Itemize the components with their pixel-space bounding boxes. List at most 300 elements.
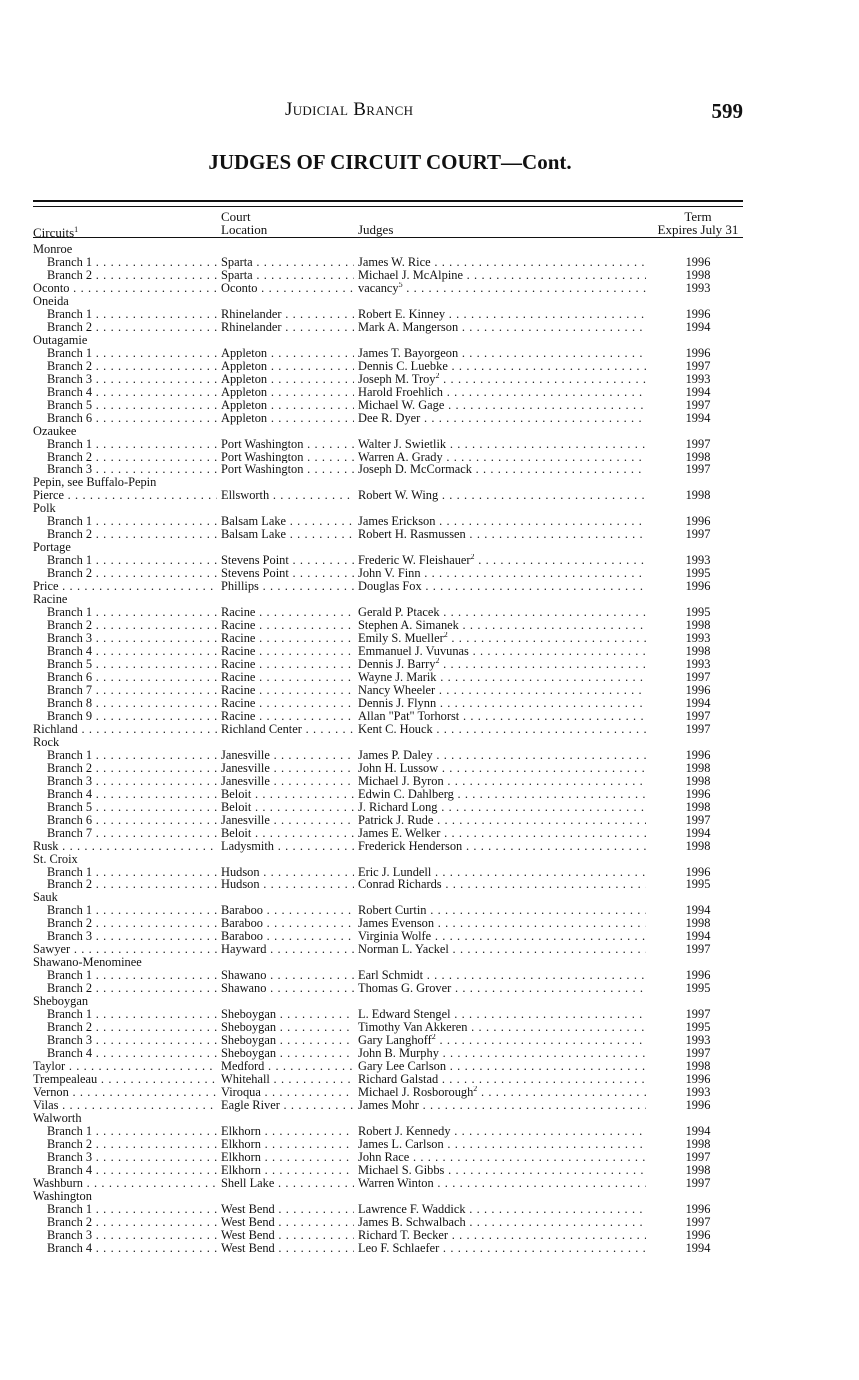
table-row (0, 399, 859, 412)
judge-name: Frederic W. Fleishauer (358, 554, 471, 568)
judge-name: Timothy Van Akkeren (358, 1021, 468, 1035)
table-row (0, 1177, 859, 1190)
term-expires-year: 1998 (685, 267, 711, 282)
term-expires-year: 1997 (685, 1149, 711, 1164)
court-location: Baraboo . . . (221, 917, 354, 930)
table-row (0, 1060, 859, 1073)
term-expires-year: 1997 (685, 708, 711, 723)
judge-name: John B. Murphy (358, 1047, 439, 1061)
court-location: Balsam Lake . . . (221, 528, 354, 541)
judge-name: Leo F. Schlaefer (358, 1241, 440, 1255)
judge-name: Frederick Henderson (358, 839, 463, 853)
branch-name: Branch 1 . . . (47, 749, 217, 762)
court-location: Beloit . . . (221, 801, 354, 814)
table-row (0, 969, 859, 982)
table-row (0, 775, 859, 788)
table-row (0, 476, 859, 489)
judge-name: Robert W. Wing (358, 489, 439, 503)
court-location: Sheboygan . . . (221, 1034, 354, 1047)
term-expires-year: 1993 (685, 657, 711, 671)
court-location: Racine . . . (221, 645, 354, 658)
branch-name: Branch 2 . . . (47, 982, 217, 995)
term-expires-year: 1998 (685, 760, 711, 775)
judge-cell (358, 632, 646, 645)
circuit-name: Pepin, see Buffalo-Pepin (33, 476, 157, 490)
term-expires-year: 1998 (685, 618, 711, 633)
section-name: Judicial Branch (285, 99, 414, 120)
term-expires-year: 1996 (685, 968, 711, 983)
branch-name: Branch 2 . . . (47, 321, 217, 334)
judge-cell (358, 1151, 646, 1164)
table-row (0, 891, 859, 904)
table-row (0, 866, 859, 879)
judge-name: John H. Lussow (358, 761, 439, 775)
term-expires-year: 1994 (685, 1240, 711, 1255)
judge-name: Michael S. Gibbs (358, 1163, 445, 1177)
circuit-name: Vilas . . . (33, 1099, 217, 1112)
court-location: Eagle River . . . (221, 1099, 354, 1112)
judge-cell (358, 671, 646, 684)
table-top-rule (33, 200, 743, 207)
court-location: Racine . . . (221, 710, 354, 723)
table-row (0, 814, 859, 827)
branch-name: Branch 4 . . . (47, 386, 217, 399)
circuit-name: Taylor . . . (33, 1060, 217, 1073)
header-court-location (221, 210, 267, 236)
judge-cell (358, 788, 646, 801)
judge-cell (358, 1021, 646, 1034)
circuit-name: Oneida (33, 294, 69, 308)
judge-name: Richard T. Becker (358, 1228, 449, 1242)
judge-cell (358, 684, 646, 697)
term-expires-year: 1995 (685, 566, 711, 581)
court-location: Sparta . . . (221, 256, 354, 269)
branch-name: Branch 1 . . . (47, 1125, 217, 1138)
court-location: Medford . . . (221, 1060, 354, 1073)
court-location: West Bend . . . (221, 1203, 354, 1216)
table-row (0, 606, 859, 619)
table-row (0, 321, 859, 334)
table-row (0, 1151, 859, 1164)
judge-cell (358, 1203, 646, 1216)
table-row (0, 1242, 859, 1255)
header-judges: Judges (358, 222, 394, 237)
judge-cell (358, 438, 646, 451)
judge-name: Nancy Wheeler (358, 683, 436, 697)
judge-cell (358, 1047, 646, 1060)
branch-name: Branch 4 . . . (47, 1047, 217, 1060)
circuit-name: Monroe (33, 243, 73, 256)
running-head (0, 99, 859, 125)
term-expires-year: 1998 (685, 916, 711, 931)
branch-name: Branch 2 . . . (47, 567, 217, 580)
court-location: Racine . . . (221, 697, 354, 710)
judge-cell (358, 723, 646, 736)
judge-name: James L. Carlson (358, 1137, 444, 1151)
term-expires-year: 1996 (685, 864, 711, 879)
branch-name: Branch 1 . . . (47, 969, 217, 982)
judge-cell (358, 904, 646, 917)
branch-name: Branch 1 . . . (47, 515, 217, 528)
judge-cell (358, 256, 646, 269)
table-row (0, 489, 859, 502)
branch-name: Branch 4 . . . (47, 788, 217, 801)
judge-name: Michael J. Rosborough (358, 1085, 474, 1099)
judge-cell (358, 827, 646, 840)
court-location: Sheboygan . . . (221, 1021, 354, 1034)
term-expires-year: 1998 (685, 1059, 711, 1074)
term-expires-year: 1995 (685, 605, 711, 620)
table-row (0, 425, 859, 438)
court-location: Appleton . . . (221, 412, 354, 425)
court-location: Port Washington . . . (221, 438, 354, 451)
court-location: West Bend . . . (221, 1242, 354, 1255)
court-location: Baraboo . . . (221, 930, 354, 943)
judge-name: Eric J. Lundell (358, 865, 432, 879)
court-location: West Bend . . . (221, 1216, 354, 1229)
court-location: Oconto . . . (221, 282, 354, 295)
judge-name: Dennis C. Luebke (358, 359, 448, 373)
term-expires-year: 1995 (685, 1020, 711, 1035)
term-expires-year: 1997 (685, 1007, 711, 1022)
judge-name: Patrick J. Rude (358, 813, 434, 827)
branch-name: Branch 2 . . . (47, 917, 217, 930)
judge-cell (358, 1242, 646, 1255)
table-row (0, 1099, 859, 1112)
table-row (0, 438, 859, 451)
table-row (0, 697, 859, 710)
term-expires-year: 1996 (685, 1072, 711, 1086)
judge-name: Thomas G. Grover (358, 982, 452, 996)
branch-name: Branch 2 . . . (47, 878, 217, 891)
table-row (0, 827, 859, 840)
judge-cell (358, 762, 646, 775)
branch-name: Branch 1 . . . (47, 554, 217, 567)
table-row (0, 878, 859, 891)
court-location: Beloit . . . (221, 827, 354, 840)
circuit-name: Rock (33, 735, 60, 749)
table-row (0, 1008, 859, 1021)
table-row (0, 1034, 859, 1047)
table-row (0, 788, 859, 801)
branch-name: Branch 3 . . . (47, 775, 217, 788)
term-expires-year: 1993 (685, 1084, 711, 1099)
branch-name: Branch 3 . . . (47, 1229, 217, 1242)
table-row (0, 451, 859, 464)
table-header-rule (33, 237, 743, 238)
table-row (0, 723, 859, 736)
branch-name: Branch 3 . . . (47, 632, 217, 645)
table-row (0, 282, 859, 295)
judge-name: J. Richard Long (358, 800, 438, 814)
court-location: Racine . . . (221, 658, 354, 671)
judge-name: Stephen A. Simanek (358, 619, 459, 633)
court-location: Elkhorn . . . (221, 1164, 354, 1177)
court-location: Janesville . . . (221, 814, 354, 827)
term-expires-year: 1993 (685, 1033, 711, 1048)
table-row (0, 243, 859, 256)
term-expires-year: 1994 (685, 384, 711, 399)
branch-name: Branch 2 . . . (47, 762, 217, 775)
term-expires-year: 1994 (685, 695, 711, 710)
branch-name: Branch 5 . . . (47, 658, 217, 671)
judge-cell (358, 528, 646, 541)
branch-name: Branch 2 . . . (47, 1138, 217, 1151)
branch-name: Branch 1 . . . (47, 256, 217, 269)
table-row (0, 1216, 859, 1229)
term-expires-year: 1998 (685, 449, 711, 464)
court-location: Ellsworth . . . (221, 489, 354, 502)
judge-cell (358, 373, 646, 386)
judge-name: Richard Galstad (358, 1073, 439, 1086)
judge-cell (358, 814, 646, 827)
judge-cell (358, 645, 646, 658)
court-location: Janesville . . . (221, 762, 354, 775)
circuit-name: Sauk (33, 891, 58, 905)
court-location: Balsam Lake . . . (221, 515, 354, 528)
judge-name: Lawrence F. Waddick (358, 1202, 466, 1216)
court-location: Port Washington . . . (221, 463, 354, 476)
judge-footnote: 2 (431, 1034, 436, 1042)
table-row (0, 801, 859, 814)
judge-cell (358, 1177, 646, 1190)
court-location: Elkhorn . . . (221, 1125, 354, 1138)
judge-name: James P. Daley (358, 748, 433, 762)
branch-name: Branch 1 . . . (47, 1008, 217, 1021)
court-location: Racine . . . (221, 606, 354, 619)
judge-cell (358, 606, 646, 619)
header-term-line1: Term (684, 209, 712, 224)
judge-cell (358, 866, 646, 879)
judge-name: Joseph M. Troy (358, 372, 436, 386)
table-row (0, 334, 859, 347)
judge-cell (358, 1073, 646, 1086)
term-expires-year: 1996 (685, 747, 711, 762)
term-expires-year: 1996 (685, 345, 711, 360)
term-expires-year: 1997 (685, 812, 711, 827)
circuit-name: Shawano-Menominee (33, 956, 142, 970)
term-expires-year: 1996 (685, 786, 711, 801)
term-expires-year: 1996 (685, 1227, 711, 1242)
table-row (0, 373, 859, 386)
branch-name: Branch 1 . . . (47, 347, 217, 360)
header-term-line2: Expires July 31 (657, 222, 739, 237)
table-row (0, 749, 859, 762)
term-expires-year: 1997 (685, 669, 711, 684)
judge-name: Robert H. Rasmussen (358, 528, 466, 542)
term-expires-year: 1996 (685, 682, 711, 697)
term-expires-year: 1996 (685, 306, 711, 321)
judge-name: Earl Schmidt (358, 969, 424, 983)
table-row (0, 943, 859, 956)
circuit-name: Sheboygan (33, 995, 89, 1009)
court-location: Rhinelander . . . (221, 321, 354, 334)
term-expires-year: 1993 (685, 553, 711, 568)
court-location: Shell Lake . . . (221, 1177, 354, 1190)
judge-name: Michael J. McAlpine (358, 268, 463, 282)
judges-table-body (0, 243, 859, 1255)
term-expires-year: 1998 (685, 1136, 711, 1151)
court-location: Beloit . . . (221, 788, 354, 801)
table-row (0, 1021, 859, 1034)
judge-cell (358, 982, 646, 995)
table-row (0, 917, 859, 930)
table-row (0, 1047, 859, 1060)
table-row (0, 1229, 859, 1242)
branch-name: Branch 1 . . . (47, 866, 217, 879)
branch-name: Branch 4 . . . (47, 1164, 217, 1177)
term-expires-year: 1997 (685, 397, 711, 412)
table-row (0, 567, 859, 580)
judge-cell (358, 347, 646, 360)
judge-name: Allan "Pat" Torhorst (358, 709, 460, 723)
table-row (0, 1073, 859, 1086)
term-expires-year: 1997 (685, 1175, 711, 1190)
circuit-name: Walworth (33, 1111, 82, 1125)
judge-name: Conrad Richards (358, 878, 442, 892)
judge-cell (358, 451, 646, 464)
term-expires-year: 1998 (685, 488, 711, 503)
judge-name: Edwin C. Dahlberg (358, 787, 454, 801)
header-circuits-label: Circuits (33, 225, 75, 240)
court-location: Hudson . . . (221, 866, 354, 879)
branch-name: Branch 2 . . . (47, 619, 217, 632)
court-location: West Bend . . . (221, 1229, 354, 1242)
court-location: Hayward . . . (221, 943, 354, 956)
table-row (0, 658, 859, 671)
table-row (0, 930, 859, 943)
branch-name: Branch 2 . . . (47, 451, 217, 464)
judge-cell (358, 463, 646, 476)
term-expires-year: 1994 (685, 1123, 711, 1138)
branch-name: Branch 1 . . . (47, 606, 217, 619)
judge-name: Robert Curtin (358, 904, 427, 918)
branch-name: Branch 2 . . . (47, 360, 217, 373)
judge-cell (358, 840, 646, 853)
table-row (0, 982, 859, 995)
circuit-name: Portage (33, 541, 71, 555)
judge-name: James W. Rice (358, 255, 431, 269)
term-expires-year: 1997 (685, 436, 711, 451)
table-row (0, 295, 859, 308)
court-location: Appleton . . . (221, 360, 354, 373)
judge-cell (358, 775, 646, 788)
term-expires-year: 1997 (685, 462, 711, 477)
term-expires-year: 1993 (685, 371, 711, 386)
court-location: Racine . . . (221, 684, 354, 697)
term-expires-year: 1994 (685, 319, 711, 334)
header-court-line2: Location (221, 222, 268, 237)
term-expires-year: 1997 (685, 942, 711, 957)
judge-name: Emmanuel J. Vuvunas (358, 645, 469, 658)
court-location: Appleton . . . (221, 399, 354, 412)
circuit-name: Vernon . . . (33, 1086, 217, 1099)
court-location: Racine . . . (221, 671, 354, 684)
table-row (0, 904, 859, 917)
judge-name: Kent C. Houck (358, 722, 433, 736)
judge-cell (358, 917, 646, 930)
term-expires-year: 1994 (685, 903, 711, 918)
judge-cell (358, 554, 646, 567)
term-expires-year: 1997 (685, 358, 711, 373)
judge-cell (358, 878, 646, 891)
table-row (0, 684, 859, 697)
circuit-name: Oconto . . . (33, 282, 217, 295)
judge-cell (358, 1008, 646, 1021)
table-row (0, 1190, 859, 1203)
judge-cell (358, 801, 646, 814)
judge-name: Joseph D. McCormack (358, 463, 472, 477)
table-row (0, 1125, 859, 1138)
term-expires-year: 1993 (685, 631, 711, 646)
circuit-name: Racine (33, 593, 68, 607)
court-location: Richland Center . . . (221, 723, 354, 736)
judge-cell (358, 269, 646, 282)
term-expires-year: 1997 (685, 1214, 711, 1229)
table-row (0, 632, 859, 645)
circuit-name: Price . . . (33, 580, 217, 593)
term-expires-year: 1997 (685, 1046, 711, 1061)
table-row (0, 1164, 859, 1177)
table-row (0, 541, 859, 554)
judge-cell (358, 749, 646, 762)
branch-name: Branch 2 . . . (47, 1021, 217, 1034)
judge-name: Dennis J. Flynn (358, 696, 437, 710)
branch-name: Branch 6 . . . (47, 814, 217, 827)
circuit-name: Pierce . . . (33, 489, 217, 502)
judge-footnote: 2 (443, 632, 448, 640)
court-location: Baraboo . . . (221, 904, 354, 917)
branch-name: Branch 4 . . . (47, 645, 217, 658)
judge-cell (358, 619, 646, 632)
judge-cell (358, 567, 646, 580)
branch-name: Branch 1 . . . (47, 904, 217, 917)
term-expires-year: 1995 (685, 981, 711, 996)
court-location: Elkhorn . . . (221, 1151, 354, 1164)
branch-name: Branch 1 . . . (47, 438, 217, 451)
court-location: Sparta . . . (221, 269, 354, 282)
branch-name: Branch 5 . . . (47, 801, 217, 814)
judge-cell (358, 658, 646, 671)
branch-name: Branch 4 . . . (47, 1242, 217, 1255)
term-expires-year: 1998 (685, 838, 711, 853)
judge-cell (358, 1099, 646, 1112)
judge-cell (358, 943, 646, 956)
branch-name: Branch 1 . . . (47, 308, 217, 321)
judge-name: Emily S. Mueller (358, 632, 444, 646)
judge-cell (358, 1125, 646, 1138)
term-expires-year: 1997 (685, 721, 711, 736)
table-row (0, 736, 859, 749)
table-row (0, 853, 859, 866)
judge-name: Mark A. Mangerson (358, 320, 459, 334)
circuit-name: Washington (33, 1189, 92, 1203)
table-row (0, 580, 859, 593)
judge-name: Gerald P. Ptacek (358, 606, 440, 620)
court-location: Appleton . . . (221, 373, 354, 386)
table-row (0, 762, 859, 775)
term-expires-year: 1996 (685, 1201, 711, 1216)
judge-cell (358, 321, 646, 334)
court-location: Port Washington . . . (221, 451, 354, 464)
court-location: Stevens Point . . . (221, 554, 354, 567)
judge-cell (358, 308, 646, 321)
branch-name: Branch 3 . . . (47, 1151, 217, 1164)
court-location: Shawano . . . (221, 969, 354, 982)
term-expires-year: 1998 (685, 644, 711, 659)
table-row (0, 840, 859, 853)
court-location: Rhinelander . . . (221, 308, 354, 321)
